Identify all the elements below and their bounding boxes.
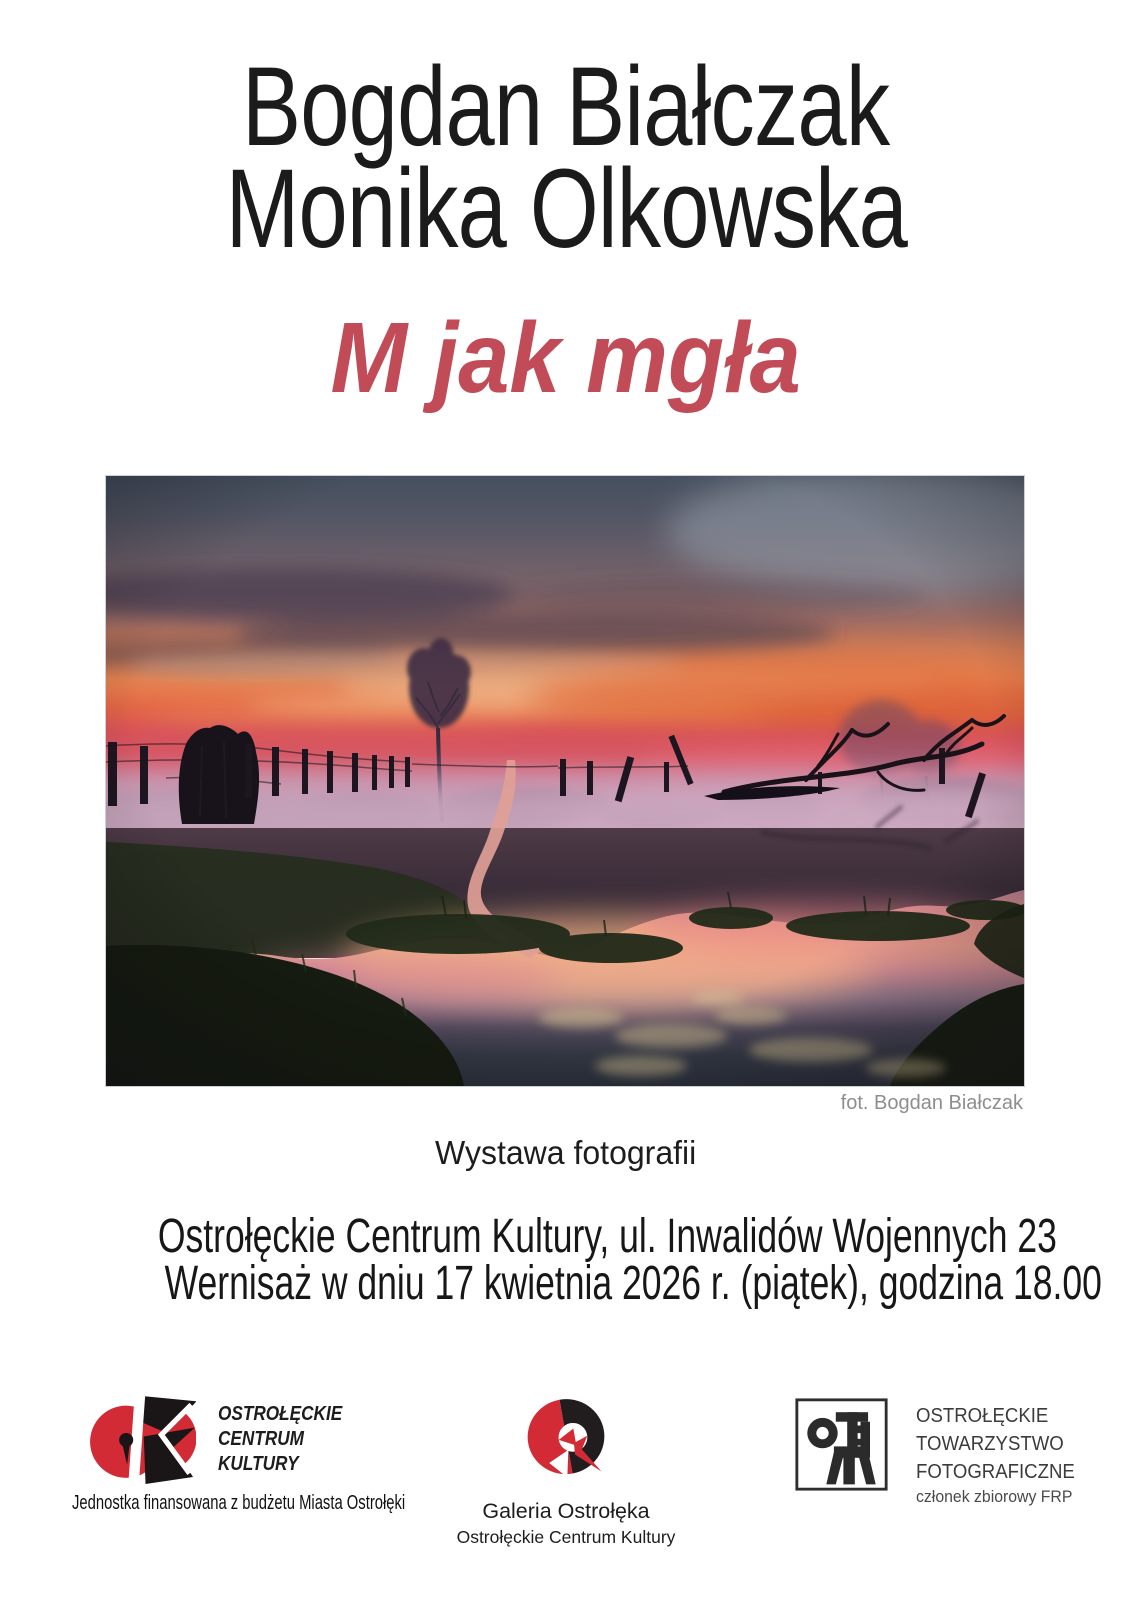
ock-logo-icon	[88, 1396, 196, 1484]
artist-names	[0, 44, 1132, 271]
landscape-photo-foggy-sunrise	[105, 475, 1025, 1087]
galeria-logo-icon	[518, 1393, 614, 1487]
photo-credit: fot. Bogdan Białczak	[840, 1092, 1023, 1114]
exhibition-subtitle: Wystawa fotografii	[435, 1134, 697, 1171]
otf-logo-icon	[793, 1397, 890, 1492]
photo-illustration	[106, 476, 1024, 1086]
galeria-org: Ostrołęckie Centrum Kultury	[456, 1527, 676, 1547]
venue-line: Ostrołęckie Centrum Kultury, ul. Inwalidów Wojennych 23	[157, 1210, 1057, 1263]
otf-name: OSTROŁĘCKIE TOWARZYSTWO FOTOGRAFICZNE	[916, 1405, 1075, 1483]
galeria-name: Galeria Ostrołęka	[482, 1499, 650, 1523]
galeria-block	[416, 1393, 716, 1548]
funding-note: Jednostka finansowana z budżetu Miasta Ostrołęki	[72, 1492, 406, 1514]
ock-name: OSTROŁĘCKIE CENTRUM KULTURY	[218, 1403, 343, 1475]
event-info	[0, 1210, 1132, 1310]
artist-line-2: Monika Olkowska	[225, 146, 907, 271]
otf-member-note: członek zbiorowy FRP	[916, 1487, 1073, 1506]
exhibition-title: M jak mgła	[330, 302, 802, 414]
event-date-line: Wernisaż w dniu 17 kwietnia 2026 r. (piątek), godzina 18.00	[164, 1257, 1102, 1310]
artist-line-1: Bogdan Białczak	[242, 44, 890, 169]
